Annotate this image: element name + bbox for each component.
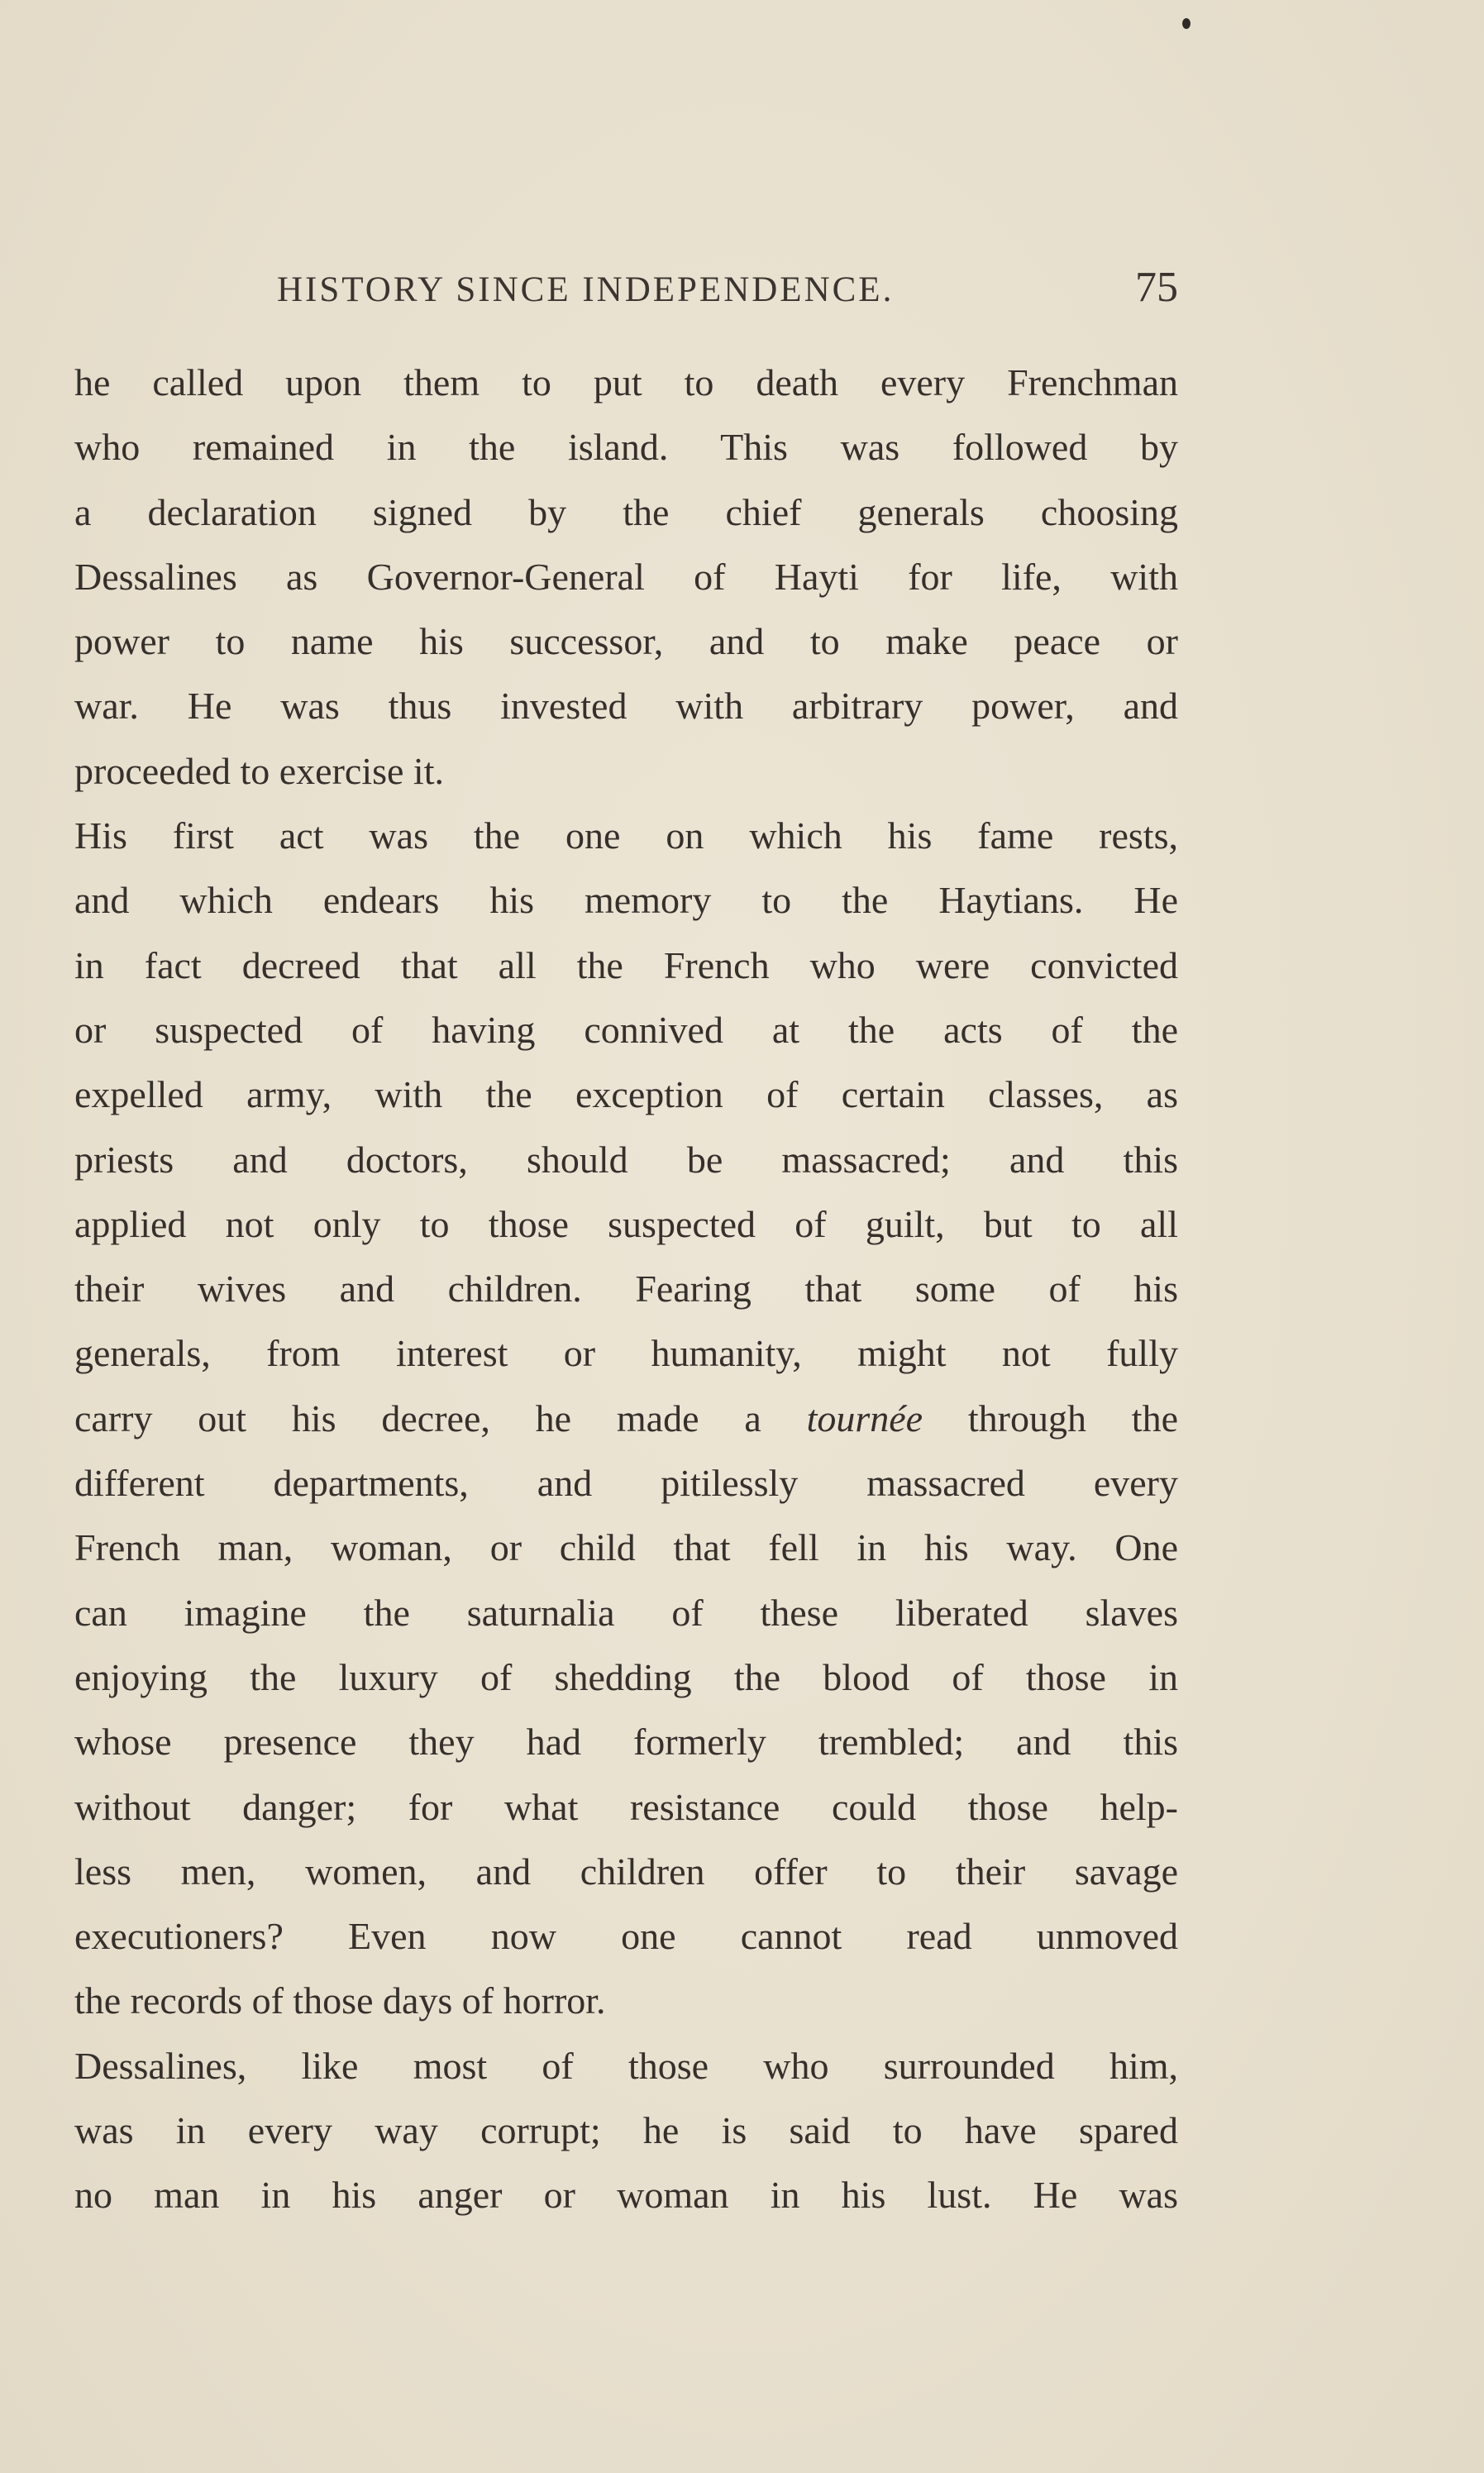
text-line: a declaration signed by the chief generals choosing (74, 490, 1178, 533)
text-line: expelled army, with the exception of certain classes, as (74, 1073, 1178, 1116)
body-text (74, 351, 1178, 2228)
text-line: war. He was thus invested with arbitrary power, and (74, 685, 1178, 728)
text-line: in fact decreed that all the French who were convicted (74, 943, 1178, 986)
text-run: carry out his decree, he made a (74, 1396, 807, 1439)
text-line: without danger; for what resistance could those help- (74, 1785, 1178, 1828)
text-line: and which endears his memory to the Haytians. He (74, 879, 1178, 922)
text-run: through the (923, 1396, 1178, 1439)
text-line: power to name his successor, and to make peace or (74, 620, 1178, 663)
text-line: whose presence they had formerly trembled; and this (74, 1721, 1178, 1764)
text-line: the records of those days of horror. (74, 1979, 606, 2022)
text-line: their wives and children. Fearing that some of his (74, 1268, 1178, 1310)
text-line: who remained in the island. This was followed by (74, 426, 1178, 469)
italic-word: tournée (806, 1396, 923, 1439)
text-line: or suspected of having connived at the acts of the (74, 1008, 1178, 1051)
text-line: applied not only to those suspected of guilt, but to all (74, 1202, 1178, 1245)
running-head (74, 263, 1178, 321)
text-line: Dessalines as Governor-General of Hayti for life, with (74, 555, 1178, 598)
text-line: no man in his anger or woman in his lust. He was (74, 2174, 1178, 2217)
ink-spot (1182, 18, 1191, 29)
text-line: executioners? Even now one cannot read unmoved (74, 1915, 1178, 1958)
text-line: less men, women, and children offer to their savage (74, 1850, 1178, 1893)
text-line: proceeded to exercise it. (74, 749, 444, 792)
text-line: Dessalines, like most of those who surrounded him, (74, 2044, 1178, 2087)
text-line: enjoying the luxury of shedding the blood of those in (74, 1655, 1178, 1698)
text-line: generals, from interest or humanity, might not fully (74, 1332, 1178, 1375)
text-line: different departments, and pitilessly massacred every (74, 1462, 1178, 1505)
text-line: priests and doctors, should be massacred; and this (74, 1138, 1178, 1181)
text-line: French man, woman, or child that fell in his way. One (74, 1526, 1178, 1569)
text-line: can imagine the saturnalia of these liberated slaves (74, 1591, 1178, 1634)
running-title: HISTORY SINCE INDEPENDENCE. (277, 270, 895, 309)
page-number: 75 (1135, 264, 1178, 311)
text-line: he called upon them to put to death every Frenchman (74, 361, 1178, 403)
text-line: was in every way corrupt; he is said to have spared (74, 2109, 1178, 2152)
text-line: His first act was the one on which his fame rests, (74, 814, 1178, 857)
text-line-with-italic (74, 1387, 1178, 1451)
